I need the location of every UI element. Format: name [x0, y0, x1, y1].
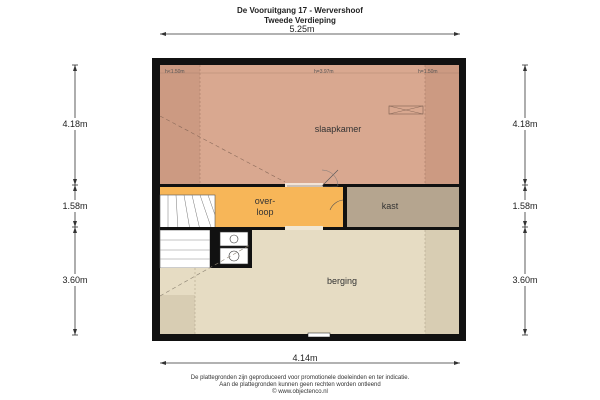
- berging-low-right: [425, 230, 459, 334]
- room-label-kast: kast: [381, 201, 399, 211]
- copyright-link[interactable]: © www.objectenco.nl: [272, 389, 328, 395]
- room-slaapkamer: [160, 65, 459, 184]
- room-label-slaapkamer: slaapkamer: [314, 124, 362, 134]
- ceiling-height-low-left: h<1.50m: [165, 69, 185, 75]
- top-dimension: [160, 24, 460, 36]
- bottom-width-label: 4.14m: [292, 353, 318, 363]
- room-kast: [347, 187, 459, 227]
- staircase: [160, 195, 215, 268]
- left-dim-1: 4.18m: [62, 119, 88, 129]
- installations: [210, 230, 252, 268]
- washing-machine-icon: [220, 248, 248, 264]
- page-title: De Vooruitgang 17 - Wervershoof: [237, 6, 363, 15]
- disclaimer-line-1: De plattegronden zijn geproduceerd voor promotionele doeleinden en ter indicatie.: [190, 375, 410, 381]
- slaapkamer-low-left: [160, 65, 200, 184]
- top-width-label: 5.25m: [289, 24, 315, 34]
- left-dim-3: 3.60m: [62, 275, 88, 285]
- berging-low-left: [160, 295, 195, 334]
- page-subtitle: Tweede Verdieping: [264, 16, 336, 25]
- boiler-icon: [220, 232, 248, 246]
- bottom-dimension: [160, 353, 460, 365]
- right-dim-2: 1.58m: [512, 201, 538, 211]
- ceiling-height-center: h=3.97m: [314, 69, 334, 75]
- ceiling-height-low-right: h=1.50m: [418, 69, 438, 75]
- disclaimer-line-2: Aan de plattegronden kunnen geen rechten worden ontleend: [219, 382, 381, 388]
- right-dim-3: 3.60m: [512, 275, 538, 285]
- right-dim-1: 4.18m: [512, 119, 538, 129]
- room-berging: [160, 268, 459, 334]
- left-dim-2: 1.58m: [62, 201, 88, 211]
- room-label-overloop-2: loop: [256, 207, 274, 217]
- slaapkamer-low-right: [425, 65, 459, 184]
- room-label-overloop-1: over-: [254, 196, 276, 206]
- room-label-berging: berging: [326, 276, 358, 286]
